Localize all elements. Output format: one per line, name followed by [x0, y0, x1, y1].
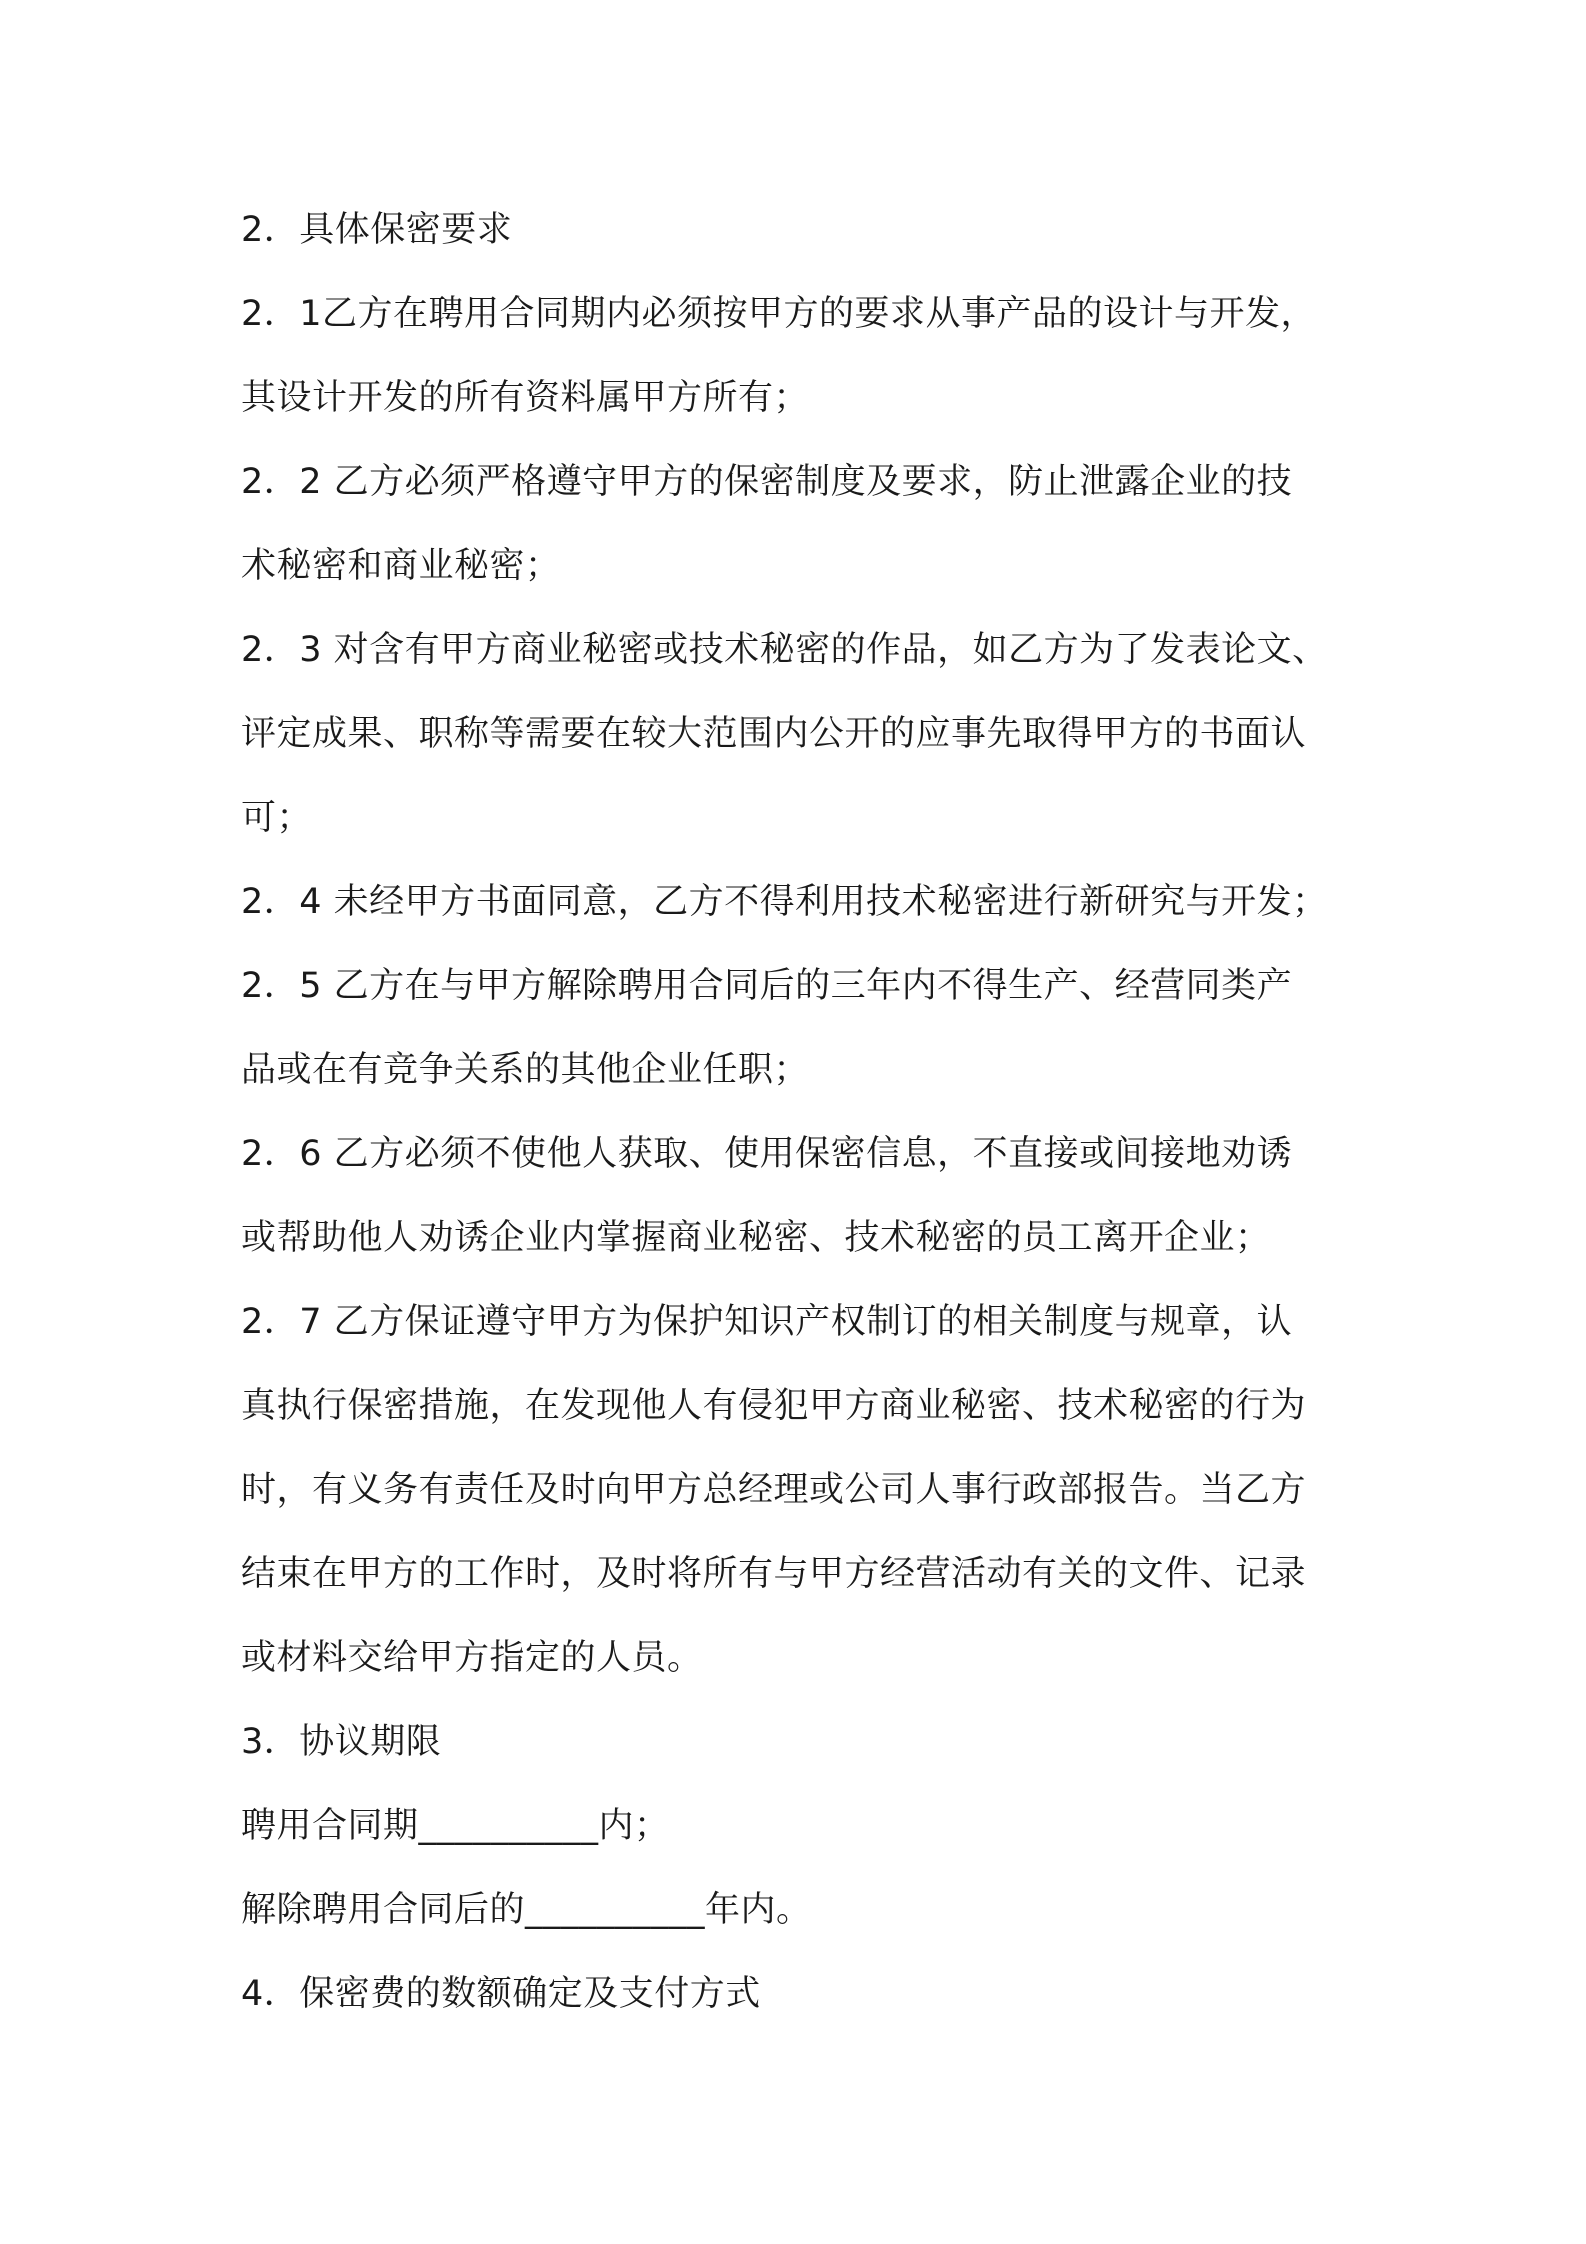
- paragraph-line: 2．3 对含有甲方商业秘密或技术秘密的作品，如乙方为了发表论文、: [241, 630, 1328, 670]
- section-heading-4: 4．保密费的数额确定及支付方式: [241, 1974, 761, 2014]
- paragraph-line: 或帮助他人劝诱企业内掌握商业秘密、技术秘密的员工离开企业；: [241, 1218, 1271, 1258]
- paragraph-line: 其设计开发的所有资料属甲方所有；: [241, 378, 810, 418]
- paragraph-line: 2．6 乙方必须不使他人获取、使用保密信息，不直接或间接地劝诱: [241, 1134, 1293, 1174]
- section-heading-2: 2．具体保密要求: [241, 210, 513, 250]
- term-line-contract-period: 聘用合同期__________内；: [241, 1806, 670, 1846]
- paragraph-line: 结束在甲方的工作时，及时将所有与甲方经营活动有关的文件、记录: [241, 1554, 1307, 1594]
- paragraph-line: 2．7 乙方保证遵守甲方为保护知识产权制订的相关制度与规章，认: [241, 1302, 1293, 1342]
- paragraph-line: 术秘密和商业秘密；: [241, 546, 561, 586]
- paragraph-line: 品或在有竞争关系的其他企业任职；: [241, 1050, 810, 1090]
- paragraph-line: 时，有义务有责任及时向甲方总经理或公司人事行政部报告。当乙方: [241, 1470, 1307, 1510]
- paragraph-line: 2．2 乙方必须严格遵守甲方的保密制度及要求，防止泄露企业的技: [241, 462, 1293, 502]
- paragraph-line: 真执行保密措施，在发现他人有侵犯甲方商业秘密、技术秘密的行为: [241, 1386, 1307, 1426]
- paragraph-line: 或材料交给甲方指定的人员。: [241, 1638, 703, 1678]
- term-line-after-termination: 解除聘用合同后的__________年内。: [241, 1890, 812, 1930]
- paragraph-line: 评定成果、职称等需要在较大范围内公开的应事先取得甲方的书面认: [241, 714, 1307, 754]
- paragraph-line: 2．1乙方在聘用合同期内必须按甲方的要求从事产品的设计与开发，: [241, 294, 1317, 334]
- paragraph-line: 可；: [241, 798, 313, 838]
- paragraph-line: 2．5 乙方在与甲方解除聘用合同后的三年内不得生产、经营同类产: [241, 966, 1293, 1006]
- section-heading-3: 3．协议期限: [241, 1722, 442, 1762]
- document-body: [241, 188, 1361, 2036]
- paragraph-line: 2．4 未经甲方书面同意，乙方不得利用技术秘密进行新研究与开发；: [241, 882, 1328, 922]
